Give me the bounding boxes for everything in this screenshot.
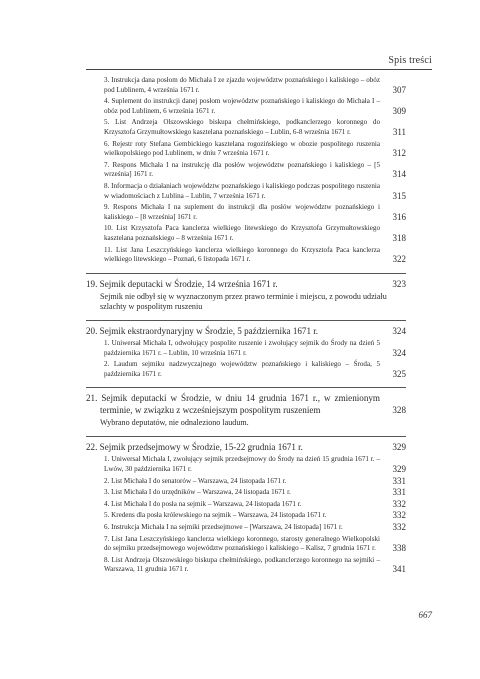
- toc-entry: [86, 76, 406, 95]
- section-22: [86, 436, 406, 575]
- toc-entry-text: 1. Uniwersał Michała I, zwołujący sejmik przedsejmowy do Środy na dzień 15 grudnia 1671 r. – Lwów, 30 października 1671 r.: [104, 455, 380, 474]
- toc-entry-text: 5. Kredens dla posła królewskiego na sejmik – Warszawa, 24 listopada 1671 r.: [104, 511, 327, 520]
- toc-entry-page: 325: [392, 368, 406, 379]
- toc-entry-text: 6. Instrukcja Michała I na sejmiki przedsejmowe – [Warszawa, 24 listopada] 1671 r.: [104, 523, 343, 532]
- toc-entry: [86, 140, 406, 159]
- running-header: Spis treści: [388, 55, 432, 66]
- toc-entry-page: 338: [392, 543, 406, 554]
- toc-entry: [86, 556, 406, 575]
- toc-entry-text: 7. List Jana Leszczyńskiego kanclerza wielkiego koronnego, starosty generalnego Wielkopolski do sejmiku przedsejmowego województw poznańskiego i kaliskiego – Kalisz, 7 grudnia 1671 r.: [104, 534, 380, 553]
- toc-entry-page: 311: [392, 126, 406, 137]
- toc-entry: [86, 339, 406, 358]
- section-page: 328: [392, 404, 406, 415]
- section-page: 324: [392, 325, 406, 336]
- toc-entry: [86, 182, 406, 201]
- toc-entry-page: 331: [392, 487, 406, 498]
- section-page: 329: [392, 442, 406, 453]
- section-title: 20. Sejmik ekstraordynaryjny w Środzie, 5 października 1671 r.: [86, 325, 319, 336]
- section-20: [86, 320, 406, 380]
- toc-entry-page: 331: [392, 475, 406, 486]
- toc-entry-text: 7. Respons Michała I na instrukcję dla posłów województw poznańskiego i kaliskiego – [5 września] 1671 r.: [104, 160, 380, 179]
- toc-entry: [86, 118, 406, 137]
- toc-entry: [86, 246, 406, 265]
- section-heading: [86, 442, 406, 453]
- header-rule: [86, 69, 432, 70]
- toc-entry: [86, 455, 406, 474]
- toc-entry-page: 332: [392, 498, 406, 509]
- toc-entry-page: 329: [392, 464, 406, 475]
- toc-entry-page: 324: [392, 347, 406, 358]
- toc-entry-page: 322: [392, 254, 406, 265]
- toc-entry-text: 3. Instrukcja dana posłom do Michała I ze zjazdu województw poznańskiego i kaliskiego – obóz pod Lublinem, 4 września 1671 r.: [104, 76, 380, 94]
- toc-entry: [86, 360, 406, 379]
- toc-entry-text: 8. Informacja o działaniach województw poznańskiego i kaliskiego podczas pospolitego ruszenia w wiadomościach z Lublina – Lublin, 7 września 1671 r.: [104, 181, 380, 200]
- toc-entry-text: 6. Rejestr roty Stefana Gembickiego kasztelana rogozińskiego w obozie pospolitego ruszenia wielkopolskiego pod Lublinem, w dniu 7 września 1671 r.: [104, 139, 380, 158]
- toc-entry-text: 4. Suplement do instrukcji danej posłom województw poznańskiego i kaliskiego do Michała I – obóz pod Lublinem, 6 września 1671 r.: [104, 97, 380, 115]
- section-note: Wybrano deputatów, nie odnaleziono laudum.: [100, 418, 249, 428]
- toc-entry-page: 315: [392, 190, 406, 201]
- toc-entry: [86, 535, 406, 554]
- toc-entry-page: 316: [392, 211, 406, 222]
- toc-entry-page: 318: [392, 232, 406, 243]
- toc-entry-page: 312: [392, 148, 406, 159]
- page-number: 667: [418, 610, 432, 620]
- toc-entry: [86, 224, 406, 243]
- toc-entry-text: 10. List Krzysztofa Paca kanclerza wielkiego litewskiego do Krzysztofa Grzymułtowskiego kasztelana poznańskiego – 8 września 1671 r.: [104, 224, 380, 242]
- section-heading: [86, 279, 406, 290]
- toc-entry: [86, 203, 406, 222]
- toc-entry: [86, 511, 406, 521]
- section-title: 19. Sejmik deputacki w Środzie, 14 września 1671 r.: [86, 278, 278, 289]
- toc-entry-page: 307: [392, 84, 406, 95]
- table-of-contents: [86, 76, 406, 577]
- toc-entry-text: 8. List Andrzeja Olszowskiego biskupa chełmińskiego, podkanclerzego koronnego na sejmiki – Warszawa, 11 grudnia 1671 r.: [104, 555, 380, 574]
- toc-entry-page: 341: [392, 564, 406, 575]
- toc-entry: [86, 488, 406, 498]
- section-title: 21. Sejmik deputacki w Środzie, w dniu 14 grudnia 1671 r., w zmienionym terminie, w związku z wcześniejszym pospolitym ruszeniem: [86, 393, 380, 415]
- section-heading: [86, 326, 406, 337]
- toc-entry: [86, 477, 406, 487]
- toc-entry-text: 9. Respons Michała I na suplement do instrukcji dla posłów województw poznańskiego i kaliskiego – [8 września] 1671 r.: [104, 203, 380, 221]
- section-note: Sejmik nie odbył się w wyznaczonym przez prawo terminie i miejscu, z powodu udziału szlachty w pospolitym ruszeniu: [100, 292, 387, 311]
- toc-entry: [86, 523, 406, 533]
- toc-entry-text: 4. List Michała I do posła na sejmik – Warszawa, 24 listopada 1671 r.: [104, 499, 302, 508]
- section-19: [86, 273, 406, 312]
- toc-entry: [86, 97, 406, 116]
- toc-entry-text: 11. List Jana Leszczyńskiego kanclerza wielkiego koronnego do Krzysztofa Paca kanclerza wielkiego litewskiego – Poznań, 6 listopada 1671 r.: [104, 245, 380, 264]
- toc-entry-text: 3. List Michała I do urzędników – Warszawa, 24 listopada 1671 r.: [104, 488, 291, 497]
- toc-entry-page: 332: [392, 522, 406, 533]
- toc-entry-text: 5. List Andrzeja Olszowskiego biskupa chełmińskiego, podkanclerzego koronnego do Krzysztofa Grzymułtowskiego kasztelana poznańskiego – Lublin, 6-8 września 1671 r.: [104, 118, 380, 136]
- toc-entry-text: 2. Laudum sejmiku nadzwyczajnego województw poznańskiego i kaliskiego – Środa, 5 października 1671 r.: [104, 360, 380, 378]
- toc-entry-page: 309: [392, 105, 406, 116]
- toc-entry-page: 314: [392, 169, 406, 180]
- section-title: 22. Sejmik przedsejmowy w Środzie, 15-22 grudnia 1671 r.: [86, 442, 303, 453]
- toc-entry-page: 332: [392, 510, 406, 521]
- section-21: [86, 387, 406, 428]
- toc-entry-text: 1. Uniwersał Michała I, odwołujący pospolite ruszenie i zwołujący sejmik do Środy na dzień 5 października 1671 r. – Lublin, 10 września 1671 r.: [104, 339, 380, 357]
- toc-entry: [86, 161, 406, 180]
- section-page: 323: [392, 278, 406, 289]
- toc-entry: [86, 500, 406, 510]
- section-heading: [86, 393, 406, 416]
- toc-entry-text: 2. List Michała I do senatorów – Warszawa, 24 listopada 1671 r.: [104, 476, 287, 485]
